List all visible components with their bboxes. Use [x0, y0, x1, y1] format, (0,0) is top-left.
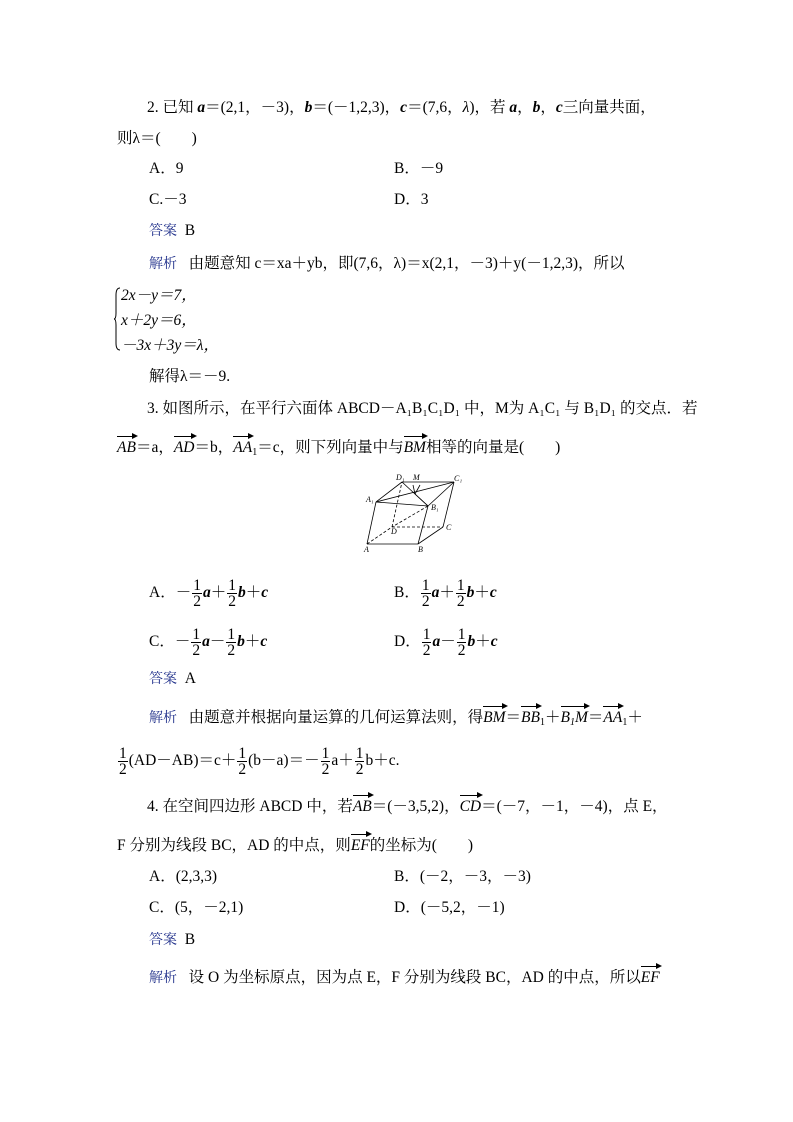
- explain-label: 解析: [149, 256, 177, 272]
- answer-label: 答案: [149, 671, 177, 687]
- q3-explanation-line2: $\frac{1}{2}$ (AD－AB)＝c＋ $\frac{1}{2}$ (b－a)＝－ $\frac{1}{2}$ a＋ $\frac{1}{2}$ b＋c.: [119, 745, 400, 778]
- q3-option-b: B． $\frac{1}{2}$ a＋ $\frac{1}{2}$ b＋c: [394, 577, 497, 610]
- brace-icon: [114, 287, 120, 351]
- parallelepiped-figure: [358, 472, 468, 554]
- q3-stem-line2: AB＝a，AD＝b，$AA_1=c$，则下列向量中与BM相等的向量是( ): [117, 439, 561, 458]
- q4-explanation: 解析 设 O 为坐标原点，因为点 E，F 分别为线段 BC，AD 的中点，所以EF: [149, 969, 660, 986]
- q4-option-d: D．(－5,2，－1): [394, 899, 505, 916]
- q2-answer: [149, 221, 195, 241]
- q4-option-b: B．(－2，－3，－3): [394, 868, 531, 885]
- answer-value: B: [184, 222, 196, 239]
- q3-answer: [149, 669, 196, 689]
- q4-stem-line1: 4. 在空间四边形 ABCD 中，若AB＝(－3,5,2)，CD＝(－7，－1，－4)，点 E，: [147, 798, 668, 815]
- answer-label: 答案: [149, 932, 177, 948]
- label-m: M: [413, 473, 420, 482]
- explain-text: 由题意知 c＝xa＋yb，即(7,6，λ)＝x(2,1，－3)＋y(－1,2,3)，所以: [188, 255, 625, 272]
- label-b: B: [418, 545, 423, 554]
- q3-explanation-line1: 解析 由题意并根据向量运算的几何运算法则，得$BM=BB_1+B_1M=AA_1+$: [149, 708, 643, 733]
- q2-option-a: A．9: [149, 160, 184, 177]
- q4-stem-line2: F 分别为线段 BC，AD 的中点，则EF的坐标为( ): [117, 837, 474, 854]
- answer-value: A: [184, 670, 196, 687]
- label-d1: D₁: [396, 473, 405, 482]
- q3-stem-line1: 3. 如图所示，在平行六面体 ABCD－A₁B₁C₁D₁ 中，M为 A₁C₁ 与 B₁D₁ 的交点．若: [147, 400, 698, 417]
- q3-option-c: C．－ $\frac{1}{2}$ a－ $\frac{1}{2}$ b＋c: [149, 626, 268, 659]
- label-a: A: [364, 545, 369, 554]
- q3-option-a: A．－ $\frac{1}{2}$ a＋ $\frac{1}{2}$ b＋c: [149, 577, 269, 610]
- q2-option-d: D．3: [394, 191, 429, 208]
- q2-stem-line2: 则λ＝( ): [117, 130, 197, 147]
- q4-option-c: C．(5，－2,1): [149, 899, 244, 916]
- q2-system-eq1: 2x－y＝7，: [121, 287, 197, 304]
- answer-value: B: [184, 931, 196, 948]
- label-d: D: [391, 527, 397, 536]
- q2-stem-line1: 2. 已知 a＝(2,1，－3)，b＝(－1,2,3)，c＝(7,6，λ)，若 a，b，c三向量共面，: [147, 99, 656, 116]
- label-c1: C₁: [454, 474, 463, 483]
- label-c: C: [446, 523, 452, 532]
- label-b1: B₁: [431, 503, 439, 512]
- answer-label: 答案: [149, 223, 177, 239]
- q4-option-a: A．(2,3,3): [149, 868, 218, 885]
- q2-system-eq3: －3x＋3y＝λ，: [121, 337, 219, 354]
- explain-label: 解析: [149, 710, 177, 726]
- q2-explanation: [149, 254, 625, 274]
- q2-system-eq2: x＋2y＝6，: [121, 312, 197, 329]
- q3-option-d: D． $\frac{1}{2}$ a－ $\frac{1}{2}$ b＋c: [394, 626, 498, 659]
- explain-label: 解析: [149, 970, 177, 986]
- q2-result: 解得λ＝－9.: [149, 368, 231, 385]
- q4-answer: [149, 930, 195, 950]
- label-a1: A₁: [366, 495, 374, 504]
- q2-option-b: B．－9: [394, 160, 444, 177]
- q2-option-c: C.－3: [149, 191, 187, 208]
